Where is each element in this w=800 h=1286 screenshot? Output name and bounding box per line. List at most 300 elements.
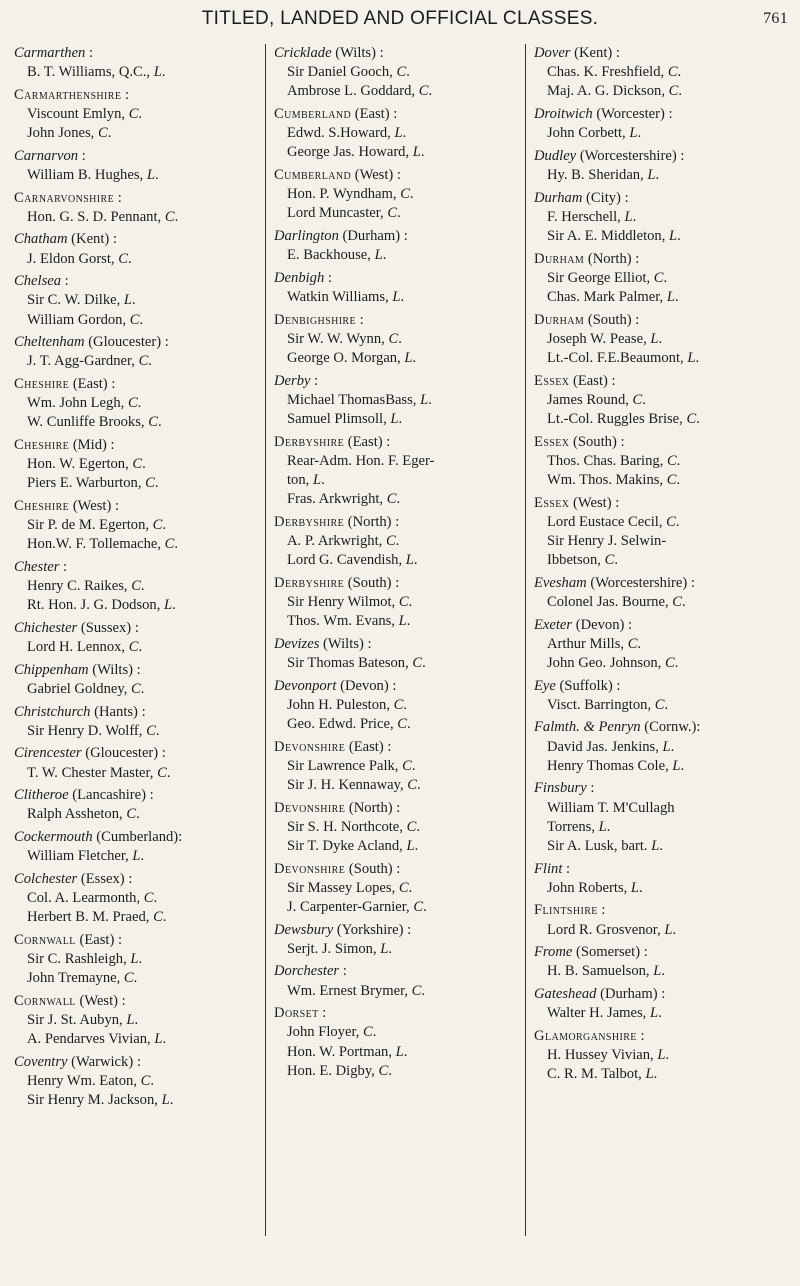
constituency-name: Cheshire xyxy=(14,375,70,392)
member-name: Sir A. Lusk, bart. xyxy=(547,838,648,854)
constituency-heading xyxy=(534,901,790,920)
constituency-heading xyxy=(534,677,790,696)
constituency-name: Dewsbury xyxy=(274,921,334,938)
constituency-name: Denbigh xyxy=(274,269,325,286)
member-name: Sir T. Dyke Acland, xyxy=(287,838,403,854)
party-letter: C xyxy=(126,806,137,823)
member-line: Sir Massey Lopes, C. xyxy=(287,879,413,896)
constituency-heading xyxy=(14,44,264,63)
party-letter: L xyxy=(598,818,607,835)
constituency-county: (Cumberland) xyxy=(96,828,179,845)
heading-colon: : xyxy=(137,703,146,720)
party-letter: L xyxy=(420,391,429,408)
constituency-county: (West) xyxy=(354,167,394,183)
member-line: Hon. W. Egerton, C. xyxy=(27,456,146,473)
member-name: Sir Henry D. Wolff, xyxy=(27,722,143,739)
constituency-name: Coventry xyxy=(14,1053,68,1070)
heading-colon: : xyxy=(109,231,117,248)
member-name: William B. Hughes, xyxy=(27,167,144,183)
party-letter: L xyxy=(126,1011,135,1028)
constituency-entry xyxy=(274,1004,524,1081)
constituency-entry xyxy=(14,86,264,144)
constituency-heading xyxy=(534,372,790,391)
constituency-name: Denbighshire xyxy=(274,311,357,328)
member-name: Lord Eustace Cecil, xyxy=(547,513,663,530)
member-line: Sir T. Dyke Acland, L. xyxy=(287,838,419,854)
constituency-entry xyxy=(534,779,790,856)
constituency-name: Gateshead xyxy=(534,985,597,1002)
constituency-name: Durham xyxy=(534,311,585,328)
constituency-entry xyxy=(274,105,524,163)
member-name: Sir Massey Lopes, xyxy=(287,879,396,896)
constituency-entry xyxy=(534,105,790,143)
constituency-county: (Yorkshire) xyxy=(336,921,404,938)
party-letter: C xyxy=(123,970,134,987)
constituency-name: Dorset xyxy=(274,1005,319,1022)
constituency-county: (Kent) xyxy=(71,231,110,248)
constituency-heading xyxy=(274,635,524,654)
member-name: A. Pendarves Vivian, xyxy=(27,1031,151,1048)
constituency-entry xyxy=(274,433,524,510)
constituency-name: Durham xyxy=(534,250,585,267)
constituency-heading xyxy=(14,497,264,516)
member-line: Viscount Emlyn, C. xyxy=(27,106,143,122)
constituency-county: (Mid) xyxy=(72,436,107,453)
heading-colon: : xyxy=(382,433,391,450)
party-letter: C xyxy=(654,696,665,713)
member-line: Thos. Wm. Evans, L. xyxy=(287,613,411,630)
party-letter: L xyxy=(312,472,322,488)
member-name: James Round, xyxy=(547,391,629,408)
constituency-heading xyxy=(14,703,264,722)
heading-colon: : xyxy=(59,558,68,575)
member-name: Rear-Adm. Hon. F. Eger- xyxy=(287,452,435,469)
party-letter: C xyxy=(418,83,429,100)
member-line: Sir J. St. Aubyn, L. xyxy=(27,1011,139,1028)
party-letter: C xyxy=(131,680,141,697)
party-letter: L xyxy=(412,144,421,161)
constituency-entry xyxy=(534,433,790,491)
member-name: Colonel Jas. Bourne, xyxy=(547,594,669,610)
heading-colon: : xyxy=(339,963,347,980)
heading-colon: : xyxy=(107,375,116,392)
member-line: F. Herschell, L. xyxy=(547,208,637,225)
member-line xyxy=(534,532,790,551)
member-line: W. Cunliffe Brooks, C. xyxy=(27,414,162,431)
heading-colon: : xyxy=(310,372,319,389)
constituency-name: Flint xyxy=(534,860,563,877)
party-letter: C xyxy=(386,491,397,508)
member-name: Rt. Hon. J. G. Dodson, xyxy=(27,597,161,614)
party-letter: C xyxy=(157,764,167,781)
party-letter: L xyxy=(647,167,656,183)
party-letter: C xyxy=(132,456,143,473)
heading-colon: : xyxy=(562,860,571,877)
party-letter: L xyxy=(394,125,403,142)
constituency-county: (Somerset) xyxy=(576,944,641,961)
member-line: Wm. John Legh, C. xyxy=(27,395,142,412)
constituency-heading xyxy=(14,436,264,455)
member-line: Thos. Chas. Baring, C. xyxy=(547,452,681,469)
heading-colon: : xyxy=(375,45,384,61)
constituency-heading xyxy=(274,574,524,593)
party-letter: L xyxy=(123,292,133,309)
member-line xyxy=(274,452,524,471)
member-name: John Floyer, xyxy=(287,1024,360,1041)
constituency-county: (North) xyxy=(348,799,393,816)
member-line: Herbert B. M. Praed, C. xyxy=(27,909,167,926)
party-letter: L xyxy=(653,963,662,980)
heading-colon: : xyxy=(403,921,412,938)
constituency-heading xyxy=(274,372,524,391)
constituency-heading xyxy=(14,661,264,680)
constituency-name: Essex xyxy=(534,433,570,450)
constituency-name: Finsbury xyxy=(534,780,587,797)
constituency-heading xyxy=(14,828,264,847)
party-letter: L xyxy=(404,350,413,366)
constituency-heading xyxy=(534,943,790,962)
member-line: George Jas. Howard, L. xyxy=(287,144,425,161)
member-line: Arthur Mills, C. xyxy=(547,635,642,652)
member-name: Sir Thomas Bateson, xyxy=(287,655,409,671)
member-line: Sir George Elliot, C. xyxy=(547,269,668,286)
constituency-heading xyxy=(534,105,790,124)
member-line: Sir C. Rashleigh, L. xyxy=(27,950,143,967)
constituency-county: (Suffolk) xyxy=(559,677,613,694)
party-letter: C xyxy=(146,722,156,739)
constituency-county: (North) xyxy=(587,250,632,267)
constituency-name: Evesham xyxy=(534,574,587,591)
member-line: Lord Eustace Cecil, C. xyxy=(547,513,680,530)
constituency-heading xyxy=(14,744,264,763)
constituency-heading xyxy=(534,494,790,513)
constituency-name: Devonshire xyxy=(274,738,346,755)
constituency-heading xyxy=(14,230,264,249)
member-name: Lord Muncaster, xyxy=(287,205,384,222)
member-line: Col. A. Learmonth, C. xyxy=(27,889,158,906)
party-letter: C xyxy=(653,269,664,286)
member-name: Sir Lawrence Palk, xyxy=(287,757,399,774)
constituency-heading xyxy=(274,962,524,981)
constituency-county: (East) xyxy=(79,931,115,948)
member-name: William Gordon, xyxy=(27,311,127,328)
member-name: Hon. E. Digby, xyxy=(287,1062,375,1079)
constituency-entry xyxy=(14,703,264,741)
member-name: Sir Henry J. Selwin- xyxy=(547,533,667,549)
party-letter: C xyxy=(143,889,154,906)
member-name: John Corbett, xyxy=(547,125,626,142)
constituency-county: (Devon) xyxy=(575,616,625,633)
constituency-entry xyxy=(14,558,264,616)
member-line: Serjt. J. Simon, L. xyxy=(287,940,393,957)
member-name: Sir P. de M. Egerton, xyxy=(27,517,150,534)
constituency-county: (Wilts) xyxy=(335,45,376,61)
member-name: Geo. Edwd. Price, xyxy=(287,716,394,732)
constituency-name: Devonshire xyxy=(274,860,346,877)
party-letter: L xyxy=(666,289,675,305)
member-line: Henry C. Raikes, C. xyxy=(27,578,145,595)
constituency-heading xyxy=(274,105,524,124)
constituency-heading xyxy=(14,189,264,208)
party-letter: L xyxy=(395,1043,404,1060)
party-letter: C xyxy=(131,578,141,595)
member-name: Sir S. H. Northcote, xyxy=(287,818,403,835)
heading-colon: : xyxy=(61,273,69,290)
member-line: William Gordon, C. xyxy=(27,311,144,328)
member-line: Lord G. Cavendish, L. xyxy=(287,552,418,569)
party-letter: L xyxy=(164,597,173,614)
party-letter: L xyxy=(380,940,389,957)
constituency-name: Carnarvon xyxy=(14,147,79,164)
member-line: Sir S. H. Northcote, C. xyxy=(287,818,420,835)
heading-colon: : xyxy=(114,189,122,206)
member-line: Henry Thomas Cole, L. xyxy=(547,757,685,774)
constituency-name: Cornwall xyxy=(14,931,76,948)
member-line: Walter H. James, L. xyxy=(547,1005,662,1022)
heading-colon: : xyxy=(114,931,123,948)
member-name: Torrens, xyxy=(547,818,596,835)
member-line: William B. Hughes, L. xyxy=(27,167,159,183)
constituency-name: Dorchester xyxy=(274,963,340,980)
party-letter: C xyxy=(666,513,676,530)
member-name: F. Herschell, xyxy=(547,208,621,225)
member-line: Colonel Jas. Bourne, C. xyxy=(547,594,686,610)
constituency-heading xyxy=(14,147,264,166)
constituency-name: Darlington xyxy=(274,228,339,244)
member-line: Edwd. S.Howard, L. xyxy=(287,125,407,142)
party-letter: C xyxy=(412,655,423,671)
member-name: Edwd. S.Howard, xyxy=(287,125,391,142)
constituency-name: Durham xyxy=(534,189,583,206)
member-line: Gabriel Goldney, C. xyxy=(27,680,145,697)
member-name: Fras. Arkwright, xyxy=(287,491,384,508)
member-line: Rt. Hon. J. G. Dodson, L. xyxy=(27,597,176,614)
constituency-entry xyxy=(534,616,790,674)
member-name: Ralph Assheton, xyxy=(27,806,123,823)
member-name: W. Cunliffe Brooks, xyxy=(27,414,145,431)
constituency-entry xyxy=(534,860,790,898)
constituency-entry xyxy=(274,269,524,307)
heading-colon: : xyxy=(612,45,620,61)
member-line: Henry Wm. Eaton, C. xyxy=(27,1072,155,1089)
heading-colon: : xyxy=(620,189,629,206)
constituency-name: Cheshire xyxy=(14,497,70,514)
party-letter: C xyxy=(406,818,417,835)
heading-colon: : xyxy=(78,147,86,164)
constituency-heading xyxy=(274,799,524,818)
party-letter: C xyxy=(627,635,638,652)
constituency-entry xyxy=(14,786,264,824)
party-letter: C xyxy=(397,716,407,732)
party-letter: L xyxy=(664,921,673,938)
constituency-entry xyxy=(274,860,524,918)
column-rule xyxy=(265,44,266,1236)
constituency-heading xyxy=(274,44,524,63)
party-letter: L xyxy=(657,1046,666,1063)
party-letter: C xyxy=(363,1024,373,1041)
constituency-entry xyxy=(14,147,264,185)
constituency-name: Clitheroe xyxy=(14,787,69,804)
member-name: Thos. Wm. Evans, xyxy=(287,613,395,630)
heading-colon: : xyxy=(161,334,169,351)
member-line: George O. Morgan, L. xyxy=(287,350,417,366)
heading-colon: : xyxy=(318,1005,327,1022)
party-letter: C xyxy=(378,1062,389,1079)
member-line: Watkin Williams, L. xyxy=(287,289,405,305)
member-name: Samuel Plimsoll, xyxy=(287,411,387,427)
member-line: B. T. Williams, Q.C., L. xyxy=(27,64,166,81)
party-letter: C xyxy=(604,552,615,569)
party-letter: L xyxy=(153,64,162,81)
member-name: Col. A. Learmonth, xyxy=(27,889,141,906)
constituency-name: Derbyshire xyxy=(274,574,345,591)
constituency-name: Cornwall xyxy=(14,992,76,1009)
member-name: Henry Thomas Cole, xyxy=(547,757,669,774)
constituency-name: Cirencester xyxy=(14,745,82,762)
member-line: Ralph Assheton, C. xyxy=(27,806,140,823)
constituency-heading xyxy=(274,227,524,246)
constituency-name: Devonport xyxy=(274,677,337,694)
party-letter: L xyxy=(146,167,155,183)
member-line: Chas. Mark Palmer, L. xyxy=(547,289,679,305)
party-letter: L xyxy=(650,330,659,347)
member-line: John Roberts, L. xyxy=(547,879,643,896)
heading-colon: : xyxy=(616,433,625,450)
member-line: John Tremayne, C. xyxy=(27,970,138,987)
party-letter: L xyxy=(669,228,678,244)
constituency-heading xyxy=(534,433,790,452)
constituency-entry xyxy=(274,962,524,1000)
heading-colon: : xyxy=(657,985,666,1002)
member-line: J. T. Agg-Gardner, C. xyxy=(27,353,152,370)
constituency-entry xyxy=(534,901,790,939)
constituency-entry xyxy=(534,985,790,1023)
constituency-entry xyxy=(534,311,790,369)
constituency-county: (Lancashire) xyxy=(72,787,146,804)
party-letter: C xyxy=(393,696,404,713)
member-name: William T. M'Cullagh xyxy=(547,799,675,816)
party-letter: C xyxy=(686,411,697,427)
constituency-name: Flintshire xyxy=(534,902,598,919)
constituency-name: Derbyshire xyxy=(274,433,345,450)
member-line: Sir Lawrence Palk, C. xyxy=(287,757,416,774)
constituency-county: (South) xyxy=(347,574,392,591)
heading-colon: : xyxy=(612,677,621,694)
constituency-name: Chichester xyxy=(14,619,78,636)
member-line: John Geo. Johnson, C. xyxy=(547,655,679,671)
constituency-entry xyxy=(14,619,264,657)
party-letter: C xyxy=(388,330,399,347)
constituency-entry xyxy=(14,272,264,330)
party-letter: L xyxy=(374,247,383,264)
constituency-entry xyxy=(534,494,790,571)
party-letter: L xyxy=(398,613,407,630)
constituency-county: (Devon) xyxy=(340,677,389,694)
constituency-name: Essex xyxy=(534,372,570,389)
member-line: A. P. Arkwright, C. xyxy=(287,533,400,549)
heading-colon: : xyxy=(624,616,633,633)
member-line: Sir A. Lusk, bart. L. xyxy=(547,838,663,854)
heading-colon: : xyxy=(393,167,401,183)
constituency-heading xyxy=(274,738,524,757)
member-name: Sir J. H. Kennaway, xyxy=(287,777,404,793)
heading-colon: : xyxy=(696,719,701,736)
heading-colon: : xyxy=(400,228,408,244)
member-name: Sir George Elliot, xyxy=(547,269,651,286)
heading-colon: : xyxy=(106,436,115,453)
constituency-heading xyxy=(14,333,264,352)
member-name: J. T. Agg-Gardner, xyxy=(27,353,135,370)
party-letter: C xyxy=(153,909,163,926)
member-name: Michael ThomasBass, xyxy=(287,391,417,408)
constituency-county: (Gloucester) xyxy=(88,334,162,351)
constituency-name: Exeter xyxy=(534,616,573,633)
constituency-county: (East) xyxy=(72,375,108,392)
heading-colon: : xyxy=(356,311,364,328)
party-letter: L xyxy=(161,1092,170,1109)
heading-colon: : xyxy=(664,106,673,122)
member-name: H. Hussey Vivian, xyxy=(547,1046,654,1063)
constituency-heading xyxy=(14,272,264,291)
member-line: Hon.W. F. Tollemache, C. xyxy=(27,536,179,553)
member-line: J. Carpenter-Garnier, C. xyxy=(287,899,427,915)
constituency-entry xyxy=(534,574,790,612)
member-name: Lt.-Col. Ruggles Brise, xyxy=(547,411,683,427)
member-line: Joseph W. Pease, L. xyxy=(547,330,663,347)
constituency-entry xyxy=(14,375,264,433)
constituency-heading xyxy=(14,992,264,1011)
party-letter: C xyxy=(666,472,677,488)
member-name: Sir Henry Wilmot, xyxy=(287,594,396,610)
party-letter: L xyxy=(405,552,414,569)
party-letter: C xyxy=(667,64,678,81)
constituency-name: Cumberland xyxy=(274,106,352,122)
party-letter: C xyxy=(128,106,139,122)
member-line: James Round, C. xyxy=(547,391,646,408)
constituency-county: (South) xyxy=(348,860,393,877)
constituency-heading xyxy=(14,619,264,638)
constituency-entry xyxy=(534,147,790,185)
member-name: Lord H. Lennox, xyxy=(27,639,126,656)
member-name: A. P. Arkwright, xyxy=(287,533,383,549)
constituency-name: Colchester xyxy=(14,870,78,887)
heading-colon: : xyxy=(383,738,392,755)
party-letter: L xyxy=(132,848,141,865)
constituency-name: Dudley xyxy=(534,147,577,164)
member-line: David Jas. Jenkins, L. xyxy=(547,738,675,755)
constituency-heading xyxy=(14,870,264,889)
party-letter: L xyxy=(130,950,139,967)
party-letter: C xyxy=(672,594,682,610)
member-line: Wm. Ernest Brymer, C. xyxy=(287,982,426,999)
member-line: Hon. E. Digby, C. xyxy=(287,1062,392,1079)
constituency-county: (Gloucester) xyxy=(85,745,159,762)
constituency-name: Frome xyxy=(534,944,573,961)
heading-colon: : xyxy=(392,860,401,877)
constituency-name: Eye xyxy=(534,677,556,694)
constituency-county: (East) xyxy=(354,106,390,122)
heading-colon: : xyxy=(391,574,400,591)
column-1 xyxy=(14,44,264,1114)
party-letter: L xyxy=(672,757,681,774)
party-letter: C xyxy=(140,1072,151,1089)
member-name: Chas. Mark Palmer, xyxy=(547,289,664,305)
constituency-county: (North) xyxy=(347,513,392,530)
constituency-name: Carmarthenshire xyxy=(14,86,122,103)
constituency-entry xyxy=(274,677,524,735)
member-name: Ibbetson, xyxy=(547,552,601,569)
heading-colon: : xyxy=(389,106,398,122)
